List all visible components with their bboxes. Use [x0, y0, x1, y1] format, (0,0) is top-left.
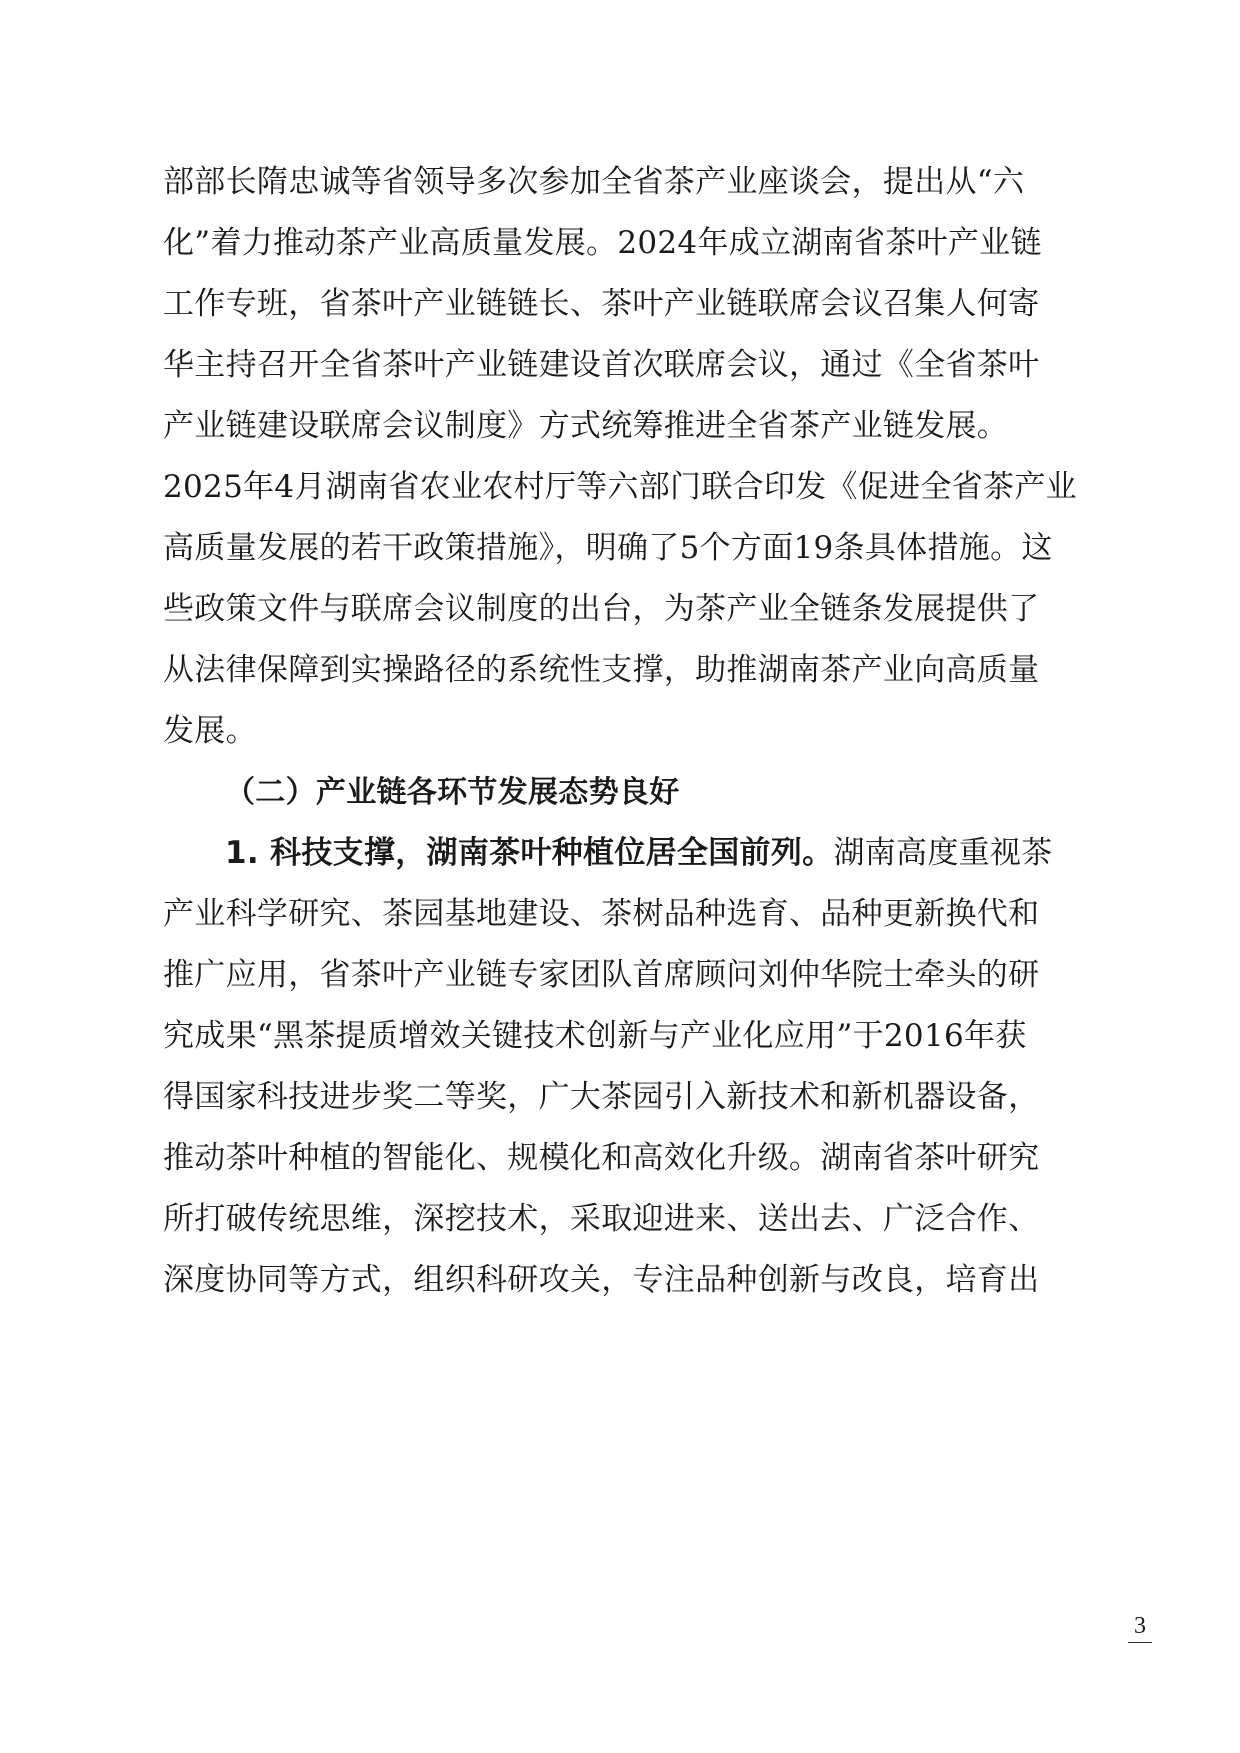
- text-line: 部部长隋忠诚等省领导多次参加全省茶产业座谈会，提出从“六: [163, 164, 1025, 200]
- text-line: 华主持召开全省茶叶产业链建设首次联席会议，通过《全省茶叶: [163, 347, 1040, 383]
- bold-lead-text: 1. 科技支撑，湖南茶叶种植位居全国前列。: [225, 835, 834, 871]
- text-line: 所打破传统思维，深挖技术，采取迎进来、送出去、广泛合作、: [163, 1201, 1040, 1237]
- text-line: 推广应用，省茶叶产业链专家团队首席顾问刘仲华院士牵头的研: [163, 957, 1040, 993]
- document-body: [163, 152, 1078, 1311]
- page-number: 3: [1128, 1612, 1152, 1643]
- text-line: 高质量发展的若干政策措施》，明确了5个方面19条具体措施。这: [163, 530, 1053, 566]
- section-heading: （二）产业链各环节发展态势良好: [225, 775, 680, 810]
- text-line: 些政策文件与联席会议制度的出台，为茶产业全链条发展提供了: [163, 591, 1040, 627]
- text-line: 究成果“黑茶提质增效关键技术创新与产业化应用”于2016年获: [163, 1018, 1027, 1054]
- text-line: 产业科学研究、茶园基地建设、茶树品种选育、品种更新换代和: [163, 896, 1040, 932]
- text-line: 深度协同等方式，组织科研攻关，专注品种创新与改良，培育出: [163, 1262, 1040, 1298]
- text-line: 发展。: [163, 713, 257, 749]
- text-line: 2025年4月湖南省农业农村厅等六部门联合印发《促进全省茶产业: [163, 469, 1077, 505]
- text-line-rest: 湖南高度重视茶: [833, 835, 1053, 871]
- text-line: 从法律保障到实操路径的系统性支撑，助推湖南茶产业向高质量: [163, 652, 1040, 688]
- paragraph-first-line: [163, 823, 1078, 884]
- text-line: 工作专班，省茶叶产业链链长、茶叶产业链联席会议召集人何寄: [163, 286, 1040, 322]
- text-line: 产业链建设联席会议制度》方式统筹推进全省茶产业链发展。: [163, 408, 1009, 444]
- text-line: 推动茶叶种植的智能化、规模化和高效化升级。湖南省茶叶研究: [163, 1140, 1040, 1176]
- text-line: 得国家科技进步奖二等奖，广大茶园引入新技术和新机器设备，: [163, 1079, 1040, 1115]
- text-line: 化”着力推动茶产业高质量发展。2024年成立湖南省茶叶产业链: [163, 225, 1042, 261]
